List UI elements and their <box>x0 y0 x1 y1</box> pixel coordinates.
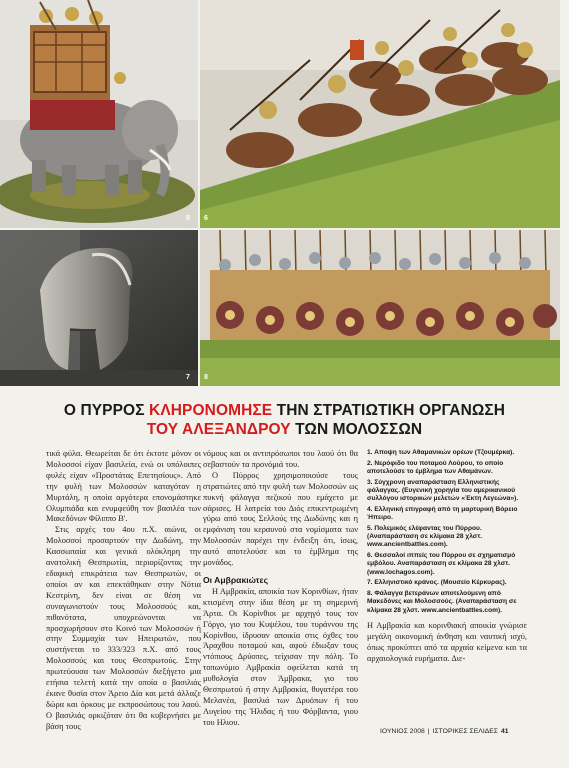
photo-war-elephant <box>0 0 198 228</box>
page-footer <box>380 728 509 735</box>
war-elephant-image <box>0 0 198 228</box>
text-column-1 <box>46 449 201 733</box>
photo-caption: 2. Νερόφιδο του ποταμού Λούρου, το οποίο αποτελούσε το έμβλημα των Αθαμάνων. <box>367 459 504 475</box>
photo-caption: 3. Σύγχρονη αναπαράσταση Ελληνιστικής φάλαγγας. (Ευγενική χορηγία του αμερικανικού συλλόγου ιστορικών μελετών «Έκτη Λεγεώνα»). <box>367 478 519 503</box>
photo-phalanx-veterans <box>200 230 560 386</box>
footer-separator: | <box>427 728 430 735</box>
captions-column <box>367 449 527 664</box>
photo-thessalian-cavalry <box>200 0 560 228</box>
photo-hellenistic-helmet <box>0 230 198 386</box>
magazine-name: ΙΣΤΟΡΙΚΕΣ ΣΕΛΙΔΕΣ <box>432 728 498 735</box>
section-subheading: Οι Αμβρακιώτες <box>203 574 269 585</box>
photo-number-6: 6 <box>204 215 208 222</box>
cavalry-image <box>200 0 560 228</box>
article-title-line-2 <box>0 421 569 439</box>
photo-number-7: 7 <box>186 374 190 381</box>
photo-number-5: 5 <box>186 215 190 222</box>
article-title-line-1 <box>0 402 569 420</box>
title-highlight: ΚΛΗΡΟΝΟΜΗΣΕ <box>149 402 273 419</box>
helmet-image <box>0 230 198 386</box>
title-part: Ο ΠΥΡΡΟΣ <box>63 402 150 419</box>
paragraph: νόμους και οι αντιπρόσωποι του λαού ότι θα σεβαστούν τα προνόμιά του. <box>203 449 358 469</box>
photo-caption: 7. Ελληνιστικό κράνος. (Μουσείο Κέρκυρας). <box>367 579 507 587</box>
paragraph: τικά φύλα. Θεωρείται δε ότι έκτοτε μόνον οι Μολοσσοί είχαν βασιλεία, ενώ οι υπόλοιπες φυλές είχαν «Προστάτας Επετησίους». Από την φυλή των Μολοσσών καταγόταν η Μυρτάλη, η οποία αργότερα επονομάστηκε Ολυμπιάδα και ενυμφεύθη τον βασιλέα των Μακεδόνων Φίλιππο Β'. <box>46 449 201 524</box>
page-number: 41 <box>501 728 509 735</box>
phalanx-image <box>200 230 560 386</box>
photo-caption: 8. Φάλαγγα βετεράνων αποτελούμενη από Μακεδόνες και Μολοσσούς. (Αναπαράσταση σε κλίμακα 28 χλστ. www.ancientbattles.com). <box>367 590 517 614</box>
photo-caption: 5. Πολεμικός ελέφαντας του Πύρρου. (Αναπαράσταση σε κλίμακα 28 χλστ. www.ancientbattles.com). <box>367 525 483 549</box>
title-highlight: ΤΟΥ ΑΛΕΞΑΝΔΡΟΥ <box>146 421 291 438</box>
text-column-2 <box>203 449 358 729</box>
photo-number-8: 8 <box>204 374 208 381</box>
paragraph: Ο Πύρρος χρησιμοποιούσε τους στρατιώτες από την φυλή των Μολοσσών ως πυκνή φάλαγγα πεζικού που εμάχετο με σάρισες. Η λατρεία του Διός επικεντρωμένη γύρω από τους Σελλούς της Δωδώνης και η εμφάνιση του κεραυνού στα νομίσματα των Μολοσσών παρέχει την ένδειξη ότι, ίσως, αυτό αποτελούσε και το έμβλημα της μονάδος. <box>203 470 358 568</box>
photo-caption: 4. Ελληνική επιγραφή από τη μαρτυρική Βόρειο Ήπειρο. <box>367 506 518 522</box>
title-part: ΤΩΝ ΜΟΛΟΣΣΩΝ <box>290 421 423 438</box>
title-part: ΤΗΝ ΣΤΡΑΤΙΩΤΙΚΗ ΟΡΓΑΝΩΣΗ <box>272 402 506 419</box>
paragraph: Η Αμβρακία και κορινθιακή αποικία γνώρισε μεγάλη οικονομική άνθηση και ναυτική ισχύ, όπως προκύπτει από τα αρχαία κείμενα και τα αρχαιολογικά ευρήματα. Διε- <box>367 620 527 663</box>
issue-date: ΙΟΥΝΙΟΣ 2008 <box>380 728 425 735</box>
photo-caption: 1. Αποψη των Αθαμανικών ορέων (Τζουμέρκα). <box>367 449 515 456</box>
photo-caption: 6. Θεσσαλοί ιππείς του Πύρρου σε σχηματισμό εμβόλου. Αναπαράσταση σε κλίμακα 28 χλστ. (www.lochagos.com). <box>367 552 516 576</box>
paragraph: Η Αμβρακία, αποικία των Κορινθίων, ήταν κτισμένη στην ίδια θέση με τη σημερινή Άρτα. Οι Κορίνθιοι με αρχηγό τους τον Γόργο, γιο του Κυψέλου, του τυράννου της Κορίνθου, ίδρυσαν αποικία στις όχθες του Άραχθου ποταμού και, αφού έδιωξαν τους ντόπιους Δρύοπες, τείχισαν την πόλη. Το τοπωνύμιο Αμβρακία οφείλεται κατά τη μυθολογία στον Άμβρακα, γιο του Θεσπρωτού ή στην Αμβρακία, θυγατέρα του Μελανέα, βασιλιά των Δρυόπων ή του Αυγείου της Ήλιδας ή του Φόρβαντα, γιου του Ηλιου. <box>203 586 358 727</box>
paragraph: Στις αρχές του 4ου π.Χ. αιώνα, οι Μολοσσοί προσαρτούν την Δωδώνη, την Κασσωπαία και γενικά ολόκληρη την ανατολική Θεσπρωτία, περιορίζοντας την εδαφική επικράτεια των Θεσπρωτών, οι οποίοι αν και επεκτάθηκαν στην Νότια Κεστρίνη, δεν είναι σε θέση να συναγωνιστούν τους Μολοσσούς και, πιθανότατα, υποχρεώνονται να προσχωρήσουν στο Κοινό των Μολοσσών ή στην Συμμαχία των Ηπειρωτών, που συστήνεται το 333/323 π.Χ. από τους Μολοσσούς και τους Θεσπρωτούς. Στην πρωτεύουσα των Μολοσσών διεξήγετο μια ετήσια τελετή κατά την οποία ο βασιλιάς έκανε θυσία στον Άρειο Δία και μετά άλλαζε δώρα και όρκους με εκπροσώπους του λαού. Ο βασιλιάς ορκιζόταν ότι θα κυβερνήσει με βάση τους <box>46 525 201 731</box>
